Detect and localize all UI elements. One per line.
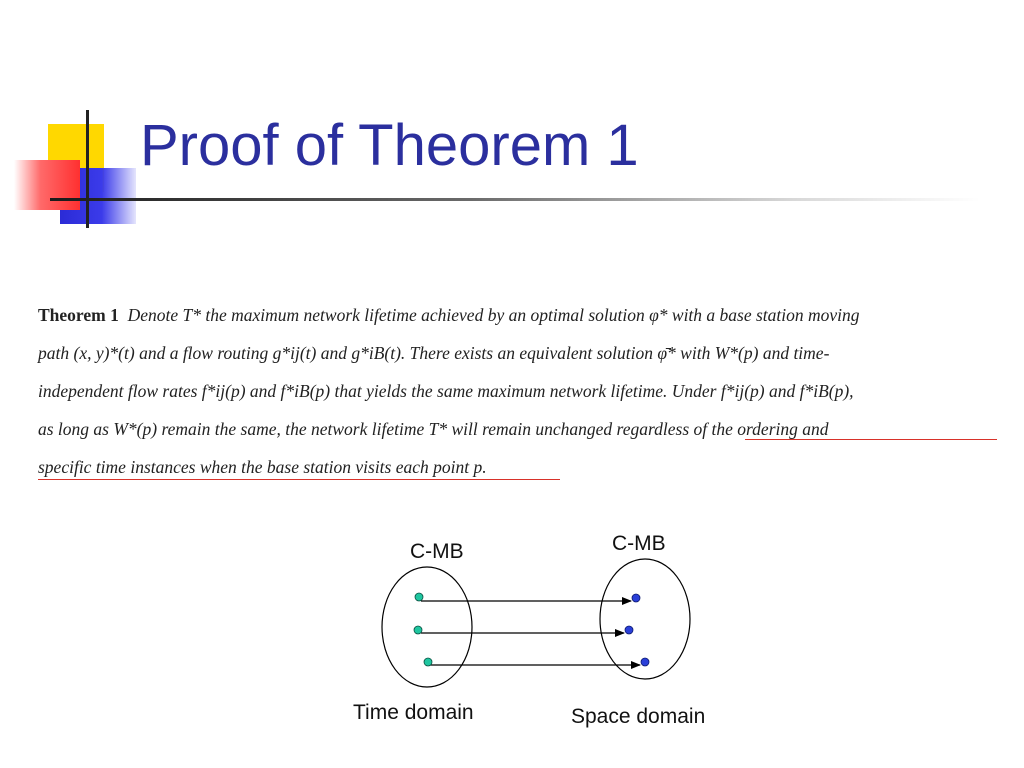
theorem-line-4: as long as W*(p) remain the same, the network lifetime T* will remain unchanged regardless of the ordering and	[38, 419, 829, 439]
right-set-bottom-label: Space domain	[571, 705, 706, 728]
theorem-line-3: independent flow rates f*ij(p) and f*iB(p) that yields the same maximum network lifetime. Under f*ij(p) and f*iB(p),	[38, 381, 854, 401]
right-set-top-label: C-MB	[612, 532, 666, 555]
space-domain-point	[625, 626, 633, 634]
time-domain-point	[415, 593, 423, 601]
theorem-line-1-text: Denote T* the maximum network lifetime achieved by an optimal solution φ* with a base station moving	[127, 305, 860, 325]
time-domain-point	[414, 626, 422, 634]
space-domain-point	[632, 594, 640, 602]
left-set-bottom-label: Time domain	[353, 701, 474, 724]
slide-title: Proof of Theorem 1	[140, 113, 639, 178]
time-domain-set	[382, 567, 472, 687]
theorem-heading: Theorem 1	[38, 305, 119, 325]
time-domain-point	[424, 658, 432, 666]
theorem-line-5: specific time instances when the base station visits each point p.	[38, 457, 487, 477]
space-domain-point	[641, 658, 649, 666]
theorem-line-2: path (x, y)*(t) and a flow routing g*ij(t) and g*iB(t). There exists an equivalent solution φ̄* with W*(p) and time-	[38, 343, 830, 363]
left-set-top-label: C-MB	[410, 540, 464, 563]
